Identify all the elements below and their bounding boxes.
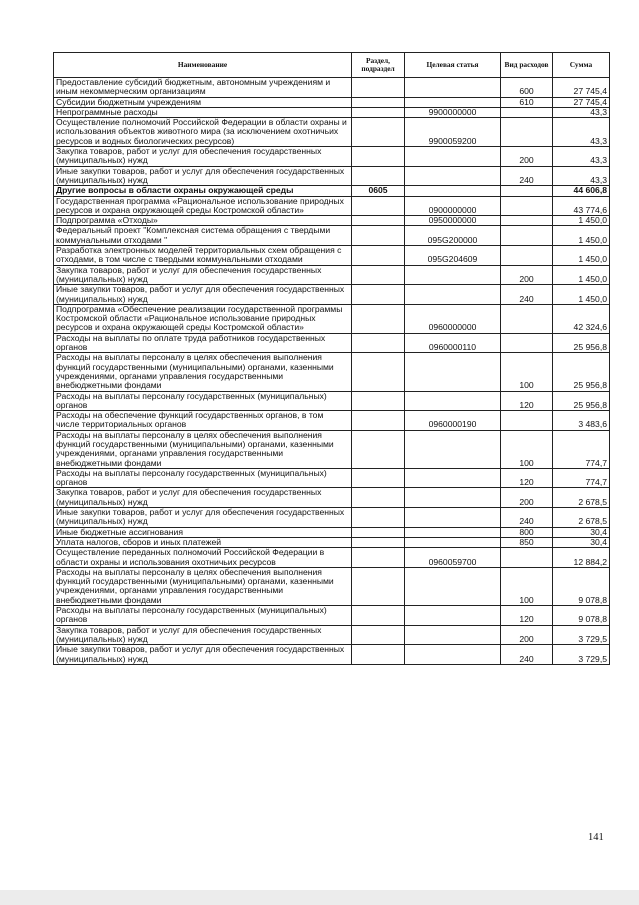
row-sum: 43,3 [553, 147, 610, 167]
row-sum: 12 884,2 [553, 548, 610, 568]
row-type: 600 [501, 78, 553, 98]
row-section [352, 333, 405, 353]
row-name: Иные закупки товаров, работ и услуг для обеспечения государственных (муниципальных) нужд [54, 645, 352, 665]
row-target [405, 391, 501, 411]
row-section [352, 196, 405, 216]
table-row [54, 186, 610, 196]
row-name: Закупка товаров, работ и услуг для обеспечения государственных (муниципальных) нужд [54, 265, 352, 285]
row-name: Иные бюджетные ассигнования [54, 527, 352, 537]
row-name: Закупка товаров, работ и услуг для обеспечения государственных (муниципальных) нужд [54, 488, 352, 508]
table-row [54, 246, 610, 266]
row-target [405, 488, 501, 508]
row-target: 0950000000 [405, 216, 501, 226]
table-row [54, 166, 610, 186]
row-target [405, 430, 501, 468]
row-section [352, 285, 405, 305]
row-name: Иные закупки товаров, работ и услуг для обеспечения государственных (муниципальных) нужд [54, 285, 352, 305]
row-target [405, 537, 501, 547]
row-name: Иные закупки товаров, работ и услуг для обеспечения государственных (муниципальных) нужд [54, 166, 352, 186]
table-row [54, 285, 610, 305]
row-type: 100 [501, 353, 553, 391]
row-type: 610 [501, 97, 553, 107]
row-section [352, 527, 405, 537]
row-section [352, 606, 405, 626]
row-target [405, 468, 501, 488]
row-name: Уплата налогов, сборов и иных платежей [54, 537, 352, 547]
row-type [501, 186, 553, 196]
row-sum: 3 729,5 [553, 625, 610, 645]
table-row [54, 567, 610, 605]
row-target: 095G204609 [405, 246, 501, 266]
row-sum: 9 078,8 [553, 567, 610, 605]
row-section [352, 304, 405, 333]
row-target [405, 97, 501, 107]
table-row [54, 226, 610, 246]
row-section [352, 97, 405, 107]
scan-edge [0, 890, 639, 905]
row-section [352, 430, 405, 468]
row-sum: 25 956,8 [553, 353, 610, 391]
row-section [352, 411, 405, 431]
row-type: 120 [501, 391, 553, 411]
row-type: 800 [501, 527, 553, 537]
row-name: Закупка товаров, работ и услуг для обеспечения государственных (муниципальных) нужд [54, 625, 352, 645]
row-name: Разработка электронных моделей территориальных схем обращения с отходами, в том числе с твердыми коммунальными отходами [54, 246, 352, 266]
row-name: Расходы на выплаты персоналу государственных (муниципальных) органов [54, 606, 352, 626]
table-row [54, 411, 610, 431]
row-sum: 774,7 [553, 430, 610, 468]
page-number: 141 [588, 832, 604, 843]
header-target: Целевая статья [405, 53, 501, 78]
table-row [54, 333, 610, 353]
row-section [352, 216, 405, 226]
row-target: 0960000000 [405, 304, 501, 333]
row-type [501, 107, 553, 117]
row-type [501, 196, 553, 216]
row-type: 850 [501, 537, 553, 547]
row-sum: 44 606,8 [553, 186, 610, 196]
row-target: 0960000110 [405, 333, 501, 353]
row-name: Расходы на выплаты по оплате труда работников государственных органов [54, 333, 352, 353]
row-name: Другие вопросы в области охраны окружающей среды [54, 186, 352, 196]
row-section [352, 567, 405, 605]
row-name: Предоставление субсидий бюджетным, автономным учреждениям и иным некоммерческим организациям [54, 78, 352, 98]
table-row [54, 391, 610, 411]
row-sum: 27 745,4 [553, 78, 610, 98]
row-type: 120 [501, 606, 553, 626]
table-row [54, 196, 610, 216]
table-row [54, 304, 610, 333]
row-name: Иные закупки товаров, работ и услуг для обеспечения государственных (муниципальных) нужд [54, 508, 352, 528]
row-type [501, 226, 553, 246]
table-body [54, 78, 610, 665]
row-section [352, 625, 405, 645]
row-section [352, 488, 405, 508]
row-target: 0960000190 [405, 411, 501, 431]
row-section [352, 537, 405, 547]
row-type: 200 [501, 625, 553, 645]
row-target [405, 186, 501, 196]
row-target [405, 567, 501, 605]
row-sum: 1 450,0 [553, 265, 610, 285]
row-target [405, 285, 501, 305]
row-name: Федеральный проект "Комплексная система обращения с твердыми коммунальными отходами " [54, 226, 352, 246]
table-row [54, 488, 610, 508]
row-type: 120 [501, 468, 553, 488]
row-section [352, 391, 405, 411]
row-sum: 43,3 [553, 166, 610, 186]
table-row [54, 353, 610, 391]
table-row [54, 97, 610, 107]
row-section [352, 353, 405, 391]
row-sum: 30,4 [553, 527, 610, 537]
row-name: Осуществление переданных полномочий Российской Федерации в области охраны и использования охотничьих ресурсов [54, 548, 352, 568]
row-type: 240 [501, 645, 553, 665]
row-type: 240 [501, 166, 553, 186]
row-sum: 43 774,6 [553, 196, 610, 216]
row-section: 0605 [352, 186, 405, 196]
row-name: Расходы на обеспечение функций государственных органов, в том числе территориальных органов [54, 411, 352, 431]
row-sum: 43,3 [553, 107, 610, 117]
row-target [405, 147, 501, 167]
row-type [501, 411, 553, 431]
row-type: 100 [501, 430, 553, 468]
row-sum: 1 450,0 [553, 226, 610, 246]
row-type [501, 246, 553, 266]
row-target: 0900000000 [405, 196, 501, 216]
row-section [352, 645, 405, 665]
table-row [54, 468, 610, 488]
row-name: Непрограммные расходы [54, 107, 352, 117]
row-sum: 3 483,6 [553, 411, 610, 431]
table-row [54, 430, 610, 468]
table-row [54, 216, 610, 226]
table-row [54, 78, 610, 98]
row-sum: 2 678,5 [553, 508, 610, 528]
row-name: Подпрограмма «Отходы» [54, 216, 352, 226]
row-sum: 27 745,4 [553, 97, 610, 107]
table-row [54, 508, 610, 528]
row-target [405, 625, 501, 645]
table-row [54, 625, 610, 645]
row-section [352, 147, 405, 167]
row-name: Осуществление полномочий Российской Федерации в области охраны и использования объектов животного мира (за исключением охотничьих ресурсов и водных биологических ресурсов) [54, 118, 352, 147]
row-sum: 1 450,0 [553, 285, 610, 305]
table-row [54, 548, 610, 568]
row-name: Субсидии бюджетным учреждениям [54, 97, 352, 107]
row-sum: 42 324,6 [553, 304, 610, 333]
row-type: 200 [501, 147, 553, 167]
row-type [501, 216, 553, 226]
row-sum: 2 678,5 [553, 488, 610, 508]
row-section [352, 468, 405, 488]
row-sum: 25 956,8 [553, 391, 610, 411]
row-target [405, 353, 501, 391]
row-target [405, 78, 501, 98]
row-name: Закупка товаров, работ и услуг для обеспечения государственных (муниципальных) нужд [54, 147, 352, 167]
row-type [501, 118, 553, 147]
row-sum: 774,7 [553, 468, 610, 488]
table-row [54, 147, 610, 167]
header-section: Раздел, подраздел [352, 53, 405, 78]
row-section [352, 548, 405, 568]
row-target: 0960059700 [405, 548, 501, 568]
row-type: 200 [501, 488, 553, 508]
row-name: Расходы на выплаты персоналу в целях обеспечения выполнения функций государственными (муниципальными) органами, казенными учреждениями, органами управления государственными внебюджетными фондами [54, 430, 352, 468]
row-target [405, 508, 501, 528]
header-sum: Сумма [553, 53, 610, 78]
row-section [352, 226, 405, 246]
row-target [405, 527, 501, 537]
row-target: 9900059200 [405, 118, 501, 147]
row-type: 100 [501, 567, 553, 605]
row-type [501, 333, 553, 353]
row-section [352, 246, 405, 266]
row-name: Расходы на выплаты персоналу государственных (муниципальных) органов [54, 391, 352, 411]
header-name: Наименование [54, 53, 352, 78]
row-section [352, 118, 405, 147]
row-section [352, 107, 405, 117]
row-name: Государственная программа «Рациональное использование природных ресурсов и охрана окружающей среды Костромской области» [54, 196, 352, 216]
row-type: 240 [501, 508, 553, 528]
row-name: Подпрограмма «Обеспечение реализации государственной программы Костромской области «Рациональное использование природных ресурсов и охрана окружающей среды Костромской области» [54, 304, 352, 333]
row-type: 200 [501, 265, 553, 285]
table-header-row [54, 53, 610, 78]
row-target [405, 166, 501, 186]
table-row [54, 265, 610, 285]
row-target: 9900000000 [405, 107, 501, 117]
row-target [405, 645, 501, 665]
table-row [54, 527, 610, 537]
table-row [54, 645, 610, 665]
row-name: Расходы на выплаты персоналу в целях обеспечения выполнения функций государственными (муниципальными) органами, казенными учреждениями, органами управления государственными внебюджетными фондами [54, 353, 352, 391]
table-row [54, 118, 610, 147]
row-section [352, 78, 405, 98]
row-type: 240 [501, 285, 553, 305]
row-sum: 1 450,0 [553, 246, 610, 266]
table-row [54, 606, 610, 626]
row-sum: 43,3 [553, 118, 610, 147]
row-sum: 25 956,8 [553, 333, 610, 353]
header-type: Вид расходов [501, 53, 553, 78]
row-name: Расходы на выплаты персоналу в целях обеспечения выполнения функций государственными (муниципальными) органами, казенными учреждениями, органами управления государственными внебюджетными фондами [54, 567, 352, 605]
row-sum: 3 729,5 [553, 645, 610, 665]
row-section [352, 166, 405, 186]
row-type [501, 304, 553, 333]
row-target: 095G200000 [405, 226, 501, 246]
table-row [54, 107, 610, 117]
row-type [501, 548, 553, 568]
row-section [352, 265, 405, 285]
row-sum: 1 450,0 [553, 216, 610, 226]
row-sum: 30,4 [553, 537, 610, 547]
budget-table [53, 52, 610, 665]
row-sum: 9 078,8 [553, 606, 610, 626]
row-name: Расходы на выплаты персоналу государственных (муниципальных) органов [54, 468, 352, 488]
row-target [405, 265, 501, 285]
row-target [405, 606, 501, 626]
table-row [54, 537, 610, 547]
row-section [352, 508, 405, 528]
